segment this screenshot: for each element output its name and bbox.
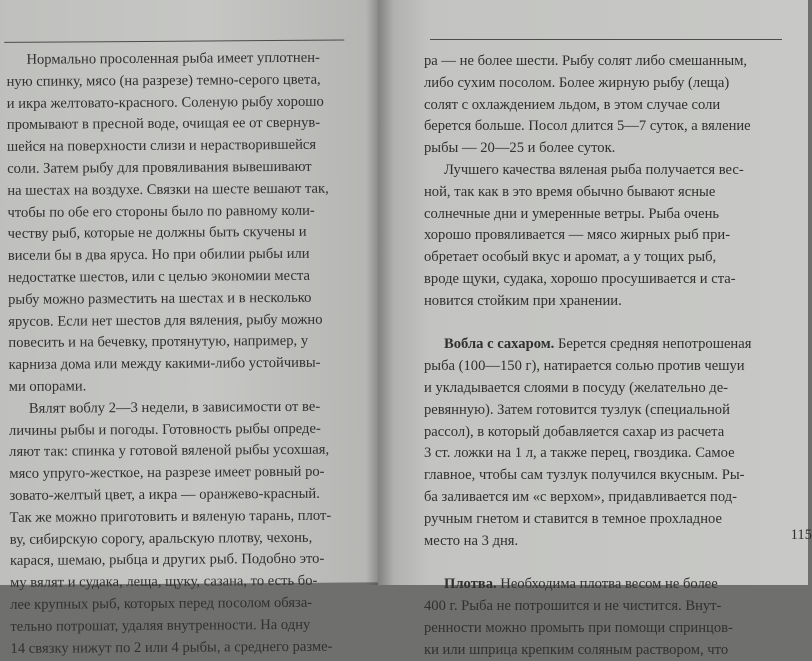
text-line: берется больше. Посол длится 5—7 суток, а вяление: [424, 118, 751, 135]
text-line: на шестах на воздухе. Связки на шесте вешают так,: [7, 180, 329, 199]
right-page: [378, 0, 812, 658]
text-line: место на 3 дня.: [424, 532, 519, 549]
text-line: лее крупных рыб, которых перед посолом обяза-: [10, 594, 313, 613]
right-page-text: [424, 51, 792, 661]
text-line: ной, так как в это время обычно бывают ясные: [424, 183, 716, 200]
text-line: главное, чтобы сам тузлук получился вкусным. Ры-: [424, 467, 745, 484]
text-line: и икра желтовато-красного. Соленую рыбу хорошо: [6, 93, 324, 112]
text-line: промывают в пресной воде, очищая ее от свернув-: [6, 115, 321, 134]
recipe-first-line-text: Необходима плотва весом не более: [496, 576, 718, 593]
text-line: личины рыбы и погоды. Готовность рыбы опреде-: [8, 420, 321, 439]
text-line: рыбы — 20—25 и более суток.: [424, 140, 616, 157]
text-line: ную спинку, мясо (на разрезе) темно-серого цвета,: [6, 71, 321, 90]
text-line: ки или шприца крепким соляным раствором, что: [424, 641, 729, 658]
text-line: ву, сибирскую сорогу, аральскую плотву, чехонь,: [9, 529, 313, 548]
text-line: 400 г. Рыба не потрошится и не чистится. Внут-: [424, 597, 722, 614]
text-line: 14 связку нижут по 2 или 4 рыбы, а среднего разме-: [10, 638, 333, 657]
text-line: ляют так: спинка у готовой вяленой рыбы усохшая,: [9, 442, 330, 461]
left-page: [0, 0, 382, 657]
page-number: 115: [790, 527, 812, 543]
text-line: новится стойким при хранении.: [424, 292, 622, 309]
header-rule-left: [4, 40, 344, 43]
text-line: обретает особый вкус и аромат, а у тощих рыб,: [424, 249, 717, 266]
text-line: повесить и на бечевку, протянутую, например, у: [8, 333, 309, 352]
text-line: мясо упруго-жесткое, на разрезе имеет ровный ро-: [9, 463, 325, 483]
text-line: тельно потрошат, удаляя внутренности. На одну: [10, 616, 311, 635]
text-line: ярусов. Если нет шестов для вяления, рыбу можно: [8, 311, 323, 330]
text-line: карниза дома или между какими-либо устойчивы-: [8, 354, 321, 374]
text-line: рыбу можно разместить на шестах и в несколько: [8, 289, 312, 308]
text-line: солят с охлаждением льдом, в этом случае соли: [424, 96, 721, 113]
text-line: шейся на поверхности слизи и нерастворившейся: [6, 136, 317, 156]
text-line: ра — не более шести. Рыбу солят либо смешанным,: [424, 53, 748, 69]
text-line: 3 ст. ложки на 1 л, а также перец, гвоздика. Самое: [424, 445, 735, 462]
paragraph-gap: [424, 313, 792, 335]
text-line: рыба (100—150 г), натирается солью против чешуи: [424, 358, 745, 375]
text-line: соли. Затем рыбу для провяливания вывешивают: [7, 158, 312, 177]
text-line: вроде щуки, судака, хорошо просушивается и ста-: [424, 270, 736, 287]
text-line: и укладывается слоями в посуду (желательно де-: [424, 379, 729, 396]
text-line: Так же можно приготовить и вяленую тарань, плот-: [9, 507, 332, 526]
text-line: рассол), в который добавляется сахар из расчета: [424, 423, 725, 440]
text-line: хорошо провяливается — мясо жирных рыб при-: [424, 227, 731, 244]
text-line: честву рыб, которые не должны быть скучены и: [7, 224, 307, 243]
text-line: Лучшего качества вяленая рыба получается вес-: [444, 161, 744, 178]
text-line: зовато-желтый цвет, а икра — оранжево-красный.: [9, 485, 320, 504]
text-line: ми опорами.: [8, 378, 87, 395]
text-line: чтобы по обе его стороны было по равному коли-: [7, 202, 315, 221]
recipe-first-line: [424, 574, 792, 596]
text-line: висели бы в два яруса. Но при обилии рыбы или: [7, 245, 310, 265]
text-line: ручным гнетом и ставится в темное прохладное: [424, 510, 722, 527]
text-line: ренности можно промыть при помощи спринцов-: [424, 619, 733, 636]
recipe-heading-plotva: Плотва.: [444, 576, 497, 593]
recipe-first-line: [424, 334, 792, 356]
text-line: му вялят и судака, леща, щуку, сазана, то есть бо-: [10, 572, 318, 592]
text-line: недостатке шестов, или с целью экономии места: [7, 267, 311, 286]
recipe-first-line-text: Берется средняя непотрошеная: [554, 336, 752, 353]
text-line: ба заливается им «с верхом», придавливается под-: [424, 488, 737, 505]
recipe-heading-vobla: Вобла с сахаром.: [444, 336, 555, 353]
text-line: карася, шемаю, рыбца и других рыб. Подобно это-: [9, 551, 325, 570]
text-line: солнечные дни и умеренные ветры. Рыба очень: [424, 205, 720, 222]
text-line: Вялят воблу 2—3 недели, в зависимости от ве-: [28, 398, 321, 417]
text-line: либо сухим посолом. Более жирную рыбу (леща): [424, 74, 730, 91]
header-rule-right: [430, 39, 782, 40]
text-line: Нормально просоленная рыба имеет уплотнен-: [26, 49, 320, 68]
text-line: ревянную). Затем готовится тузлук (специальной: [424, 401, 730, 418]
left-page-text: [6, 48, 350, 661]
paragraph-gap: [424, 552, 792, 574]
